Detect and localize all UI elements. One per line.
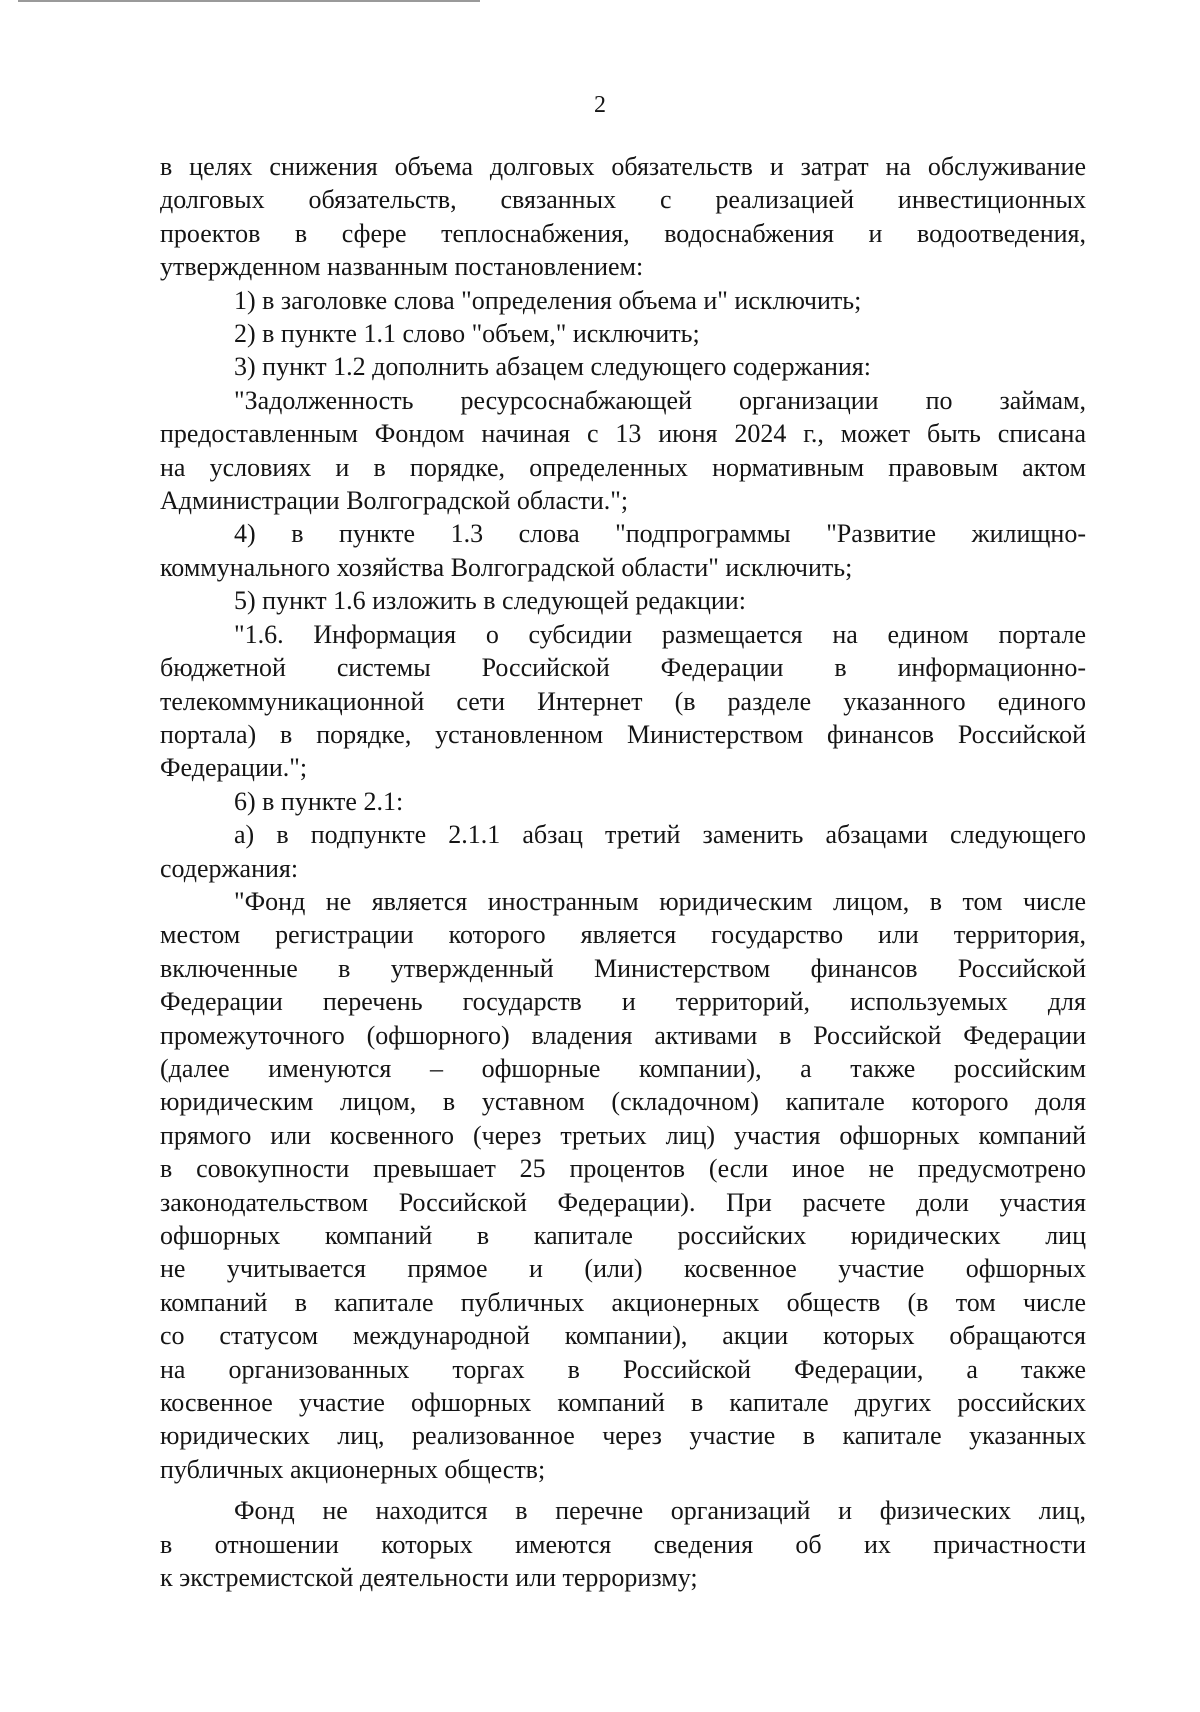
text-line: включенные в утвержденный Министерством финансов Российской xyxy=(160,953,1086,983)
text-line: косвенное участие офшорных компаний в капитале других российских xyxy=(160,1388,1086,1418)
list-item-5: 5) пункт 1.6 изложить в следующей редакции: xyxy=(234,586,746,616)
text-line: (далее именуются – офшорные компании), а также российским xyxy=(160,1053,1086,1083)
page-number: 2 xyxy=(594,92,606,118)
scan-edge-mark xyxy=(18,0,480,2)
list-item-6: 6) в пункте 2.1: xyxy=(234,786,404,816)
text-line: промежуточного (офшорного) владения активами в Российской Федерации xyxy=(160,1020,1086,1050)
document-body xyxy=(160,150,1086,1594)
paragraph-gap xyxy=(160,1486,1086,1494)
quote-paragraph-1 xyxy=(160,384,1086,518)
text-line: на организованных торгах в Российской Федерации, а также xyxy=(160,1354,1086,1384)
text-line: долговых обязательств, связанных с реализацией инвестиционных xyxy=(160,185,1086,215)
quote-paragraph-3 xyxy=(160,885,1086,1486)
text-line: Федерации перечень государств и территорий, используемых для xyxy=(160,987,1086,1017)
text-line: в совокупности превышает 25 процентов (если иное не предусмотрено xyxy=(160,1154,1086,1184)
text-line: "Фонд не является иностранным юридическим лицом, в том числе xyxy=(234,886,1086,916)
text-line: портала) в порядке, установленном Министерством финансов Российской xyxy=(160,719,1086,749)
text-line: Фонд не находится в перечне организаций и физических лиц, xyxy=(234,1496,1086,1526)
text-line: утвержденном названным постановлением: xyxy=(160,252,644,282)
text-line: на условиях и в порядке, определенных нормативным правовым актом xyxy=(160,452,1086,482)
text-line: в отношении которых имеются сведения об их причастности xyxy=(160,1529,1086,1559)
text-line: Федерации."; xyxy=(160,753,308,783)
text-line: компаний в капитале публичных акционерных обществ (в том числе xyxy=(160,1287,1086,1317)
list-item-6a xyxy=(160,818,1086,885)
text-line: "Задолженность ресурсоснабжающей организации по займам, xyxy=(234,385,1086,415)
text-line: прямого или косвенного (через третьих лиц) участия офшорных компаний xyxy=(160,1120,1086,1150)
paragraph-intro xyxy=(160,150,1086,284)
text-line: "1.6. Информация о субсидии размещается на едином портале xyxy=(234,619,1086,649)
text-line: содержания: xyxy=(160,853,299,883)
text-line: в целях снижения объема долговых обязательств и затрат на обслуживание xyxy=(160,152,1086,181)
text-line: предоставленным Фондом начиная с 13 июня 2024 г., может быть списана xyxy=(160,419,1086,449)
quote-paragraph-4 xyxy=(160,1494,1086,1594)
text-line: Администрации Волгоградской области."; xyxy=(160,486,629,516)
text-line: к экстремистской деятельности или терроризму; xyxy=(160,1563,698,1593)
text-line: а) в подпункте 2.1.1 абзац третий заменить абзацами следующего xyxy=(234,820,1086,850)
text-line: публичных акционерных обществ; xyxy=(160,1454,546,1484)
text-line: со статусом международной компании), акции которых обращаются xyxy=(160,1321,1086,1351)
text-line: проектов в сфере теплоснабжения, водоснабжения и водоотведения, xyxy=(160,218,1086,248)
list-item-2: 2) в пункте 1.1 слово "объем," исключить; xyxy=(234,319,700,349)
text-line: юридических лиц, реализованное через участие в капитале указанных xyxy=(160,1421,1086,1451)
list-item-3: 3) пункт 1.2 дополнить абзацем следующего содержания: xyxy=(234,352,871,382)
text-line: законодательством Российской Федерации). При расчете доли участия xyxy=(160,1187,1086,1217)
quote-paragraph-2 xyxy=(160,618,1086,785)
text-line: телекоммуникационной сети Интернет (в разделе указанного единого xyxy=(160,686,1086,716)
text-line: офшорных компаний в капитале российских юридических лиц xyxy=(160,1221,1086,1250)
text-line: 4) в пункте 1.3 слова "подпрограммы "Развитие жилищно- xyxy=(234,519,1086,549)
text-line: юридическим лицом, в уставном (складочном) капитале которого доля xyxy=(160,1087,1086,1117)
list-item-1: 1) в заголовке слова "определения объема и" исключить; xyxy=(234,285,862,315)
text-line: не учитывается прямое и (или) косвенное участие офшорных xyxy=(160,1254,1086,1284)
list-item-4 xyxy=(160,517,1086,584)
text-line: местом регистрации которого является государство или территория, xyxy=(160,920,1086,950)
text-line: бюджетной системы Российской Федерации в информационно- xyxy=(160,653,1086,683)
text-line: коммунального хозяйства Волгоградской области" исключить; xyxy=(160,552,853,582)
